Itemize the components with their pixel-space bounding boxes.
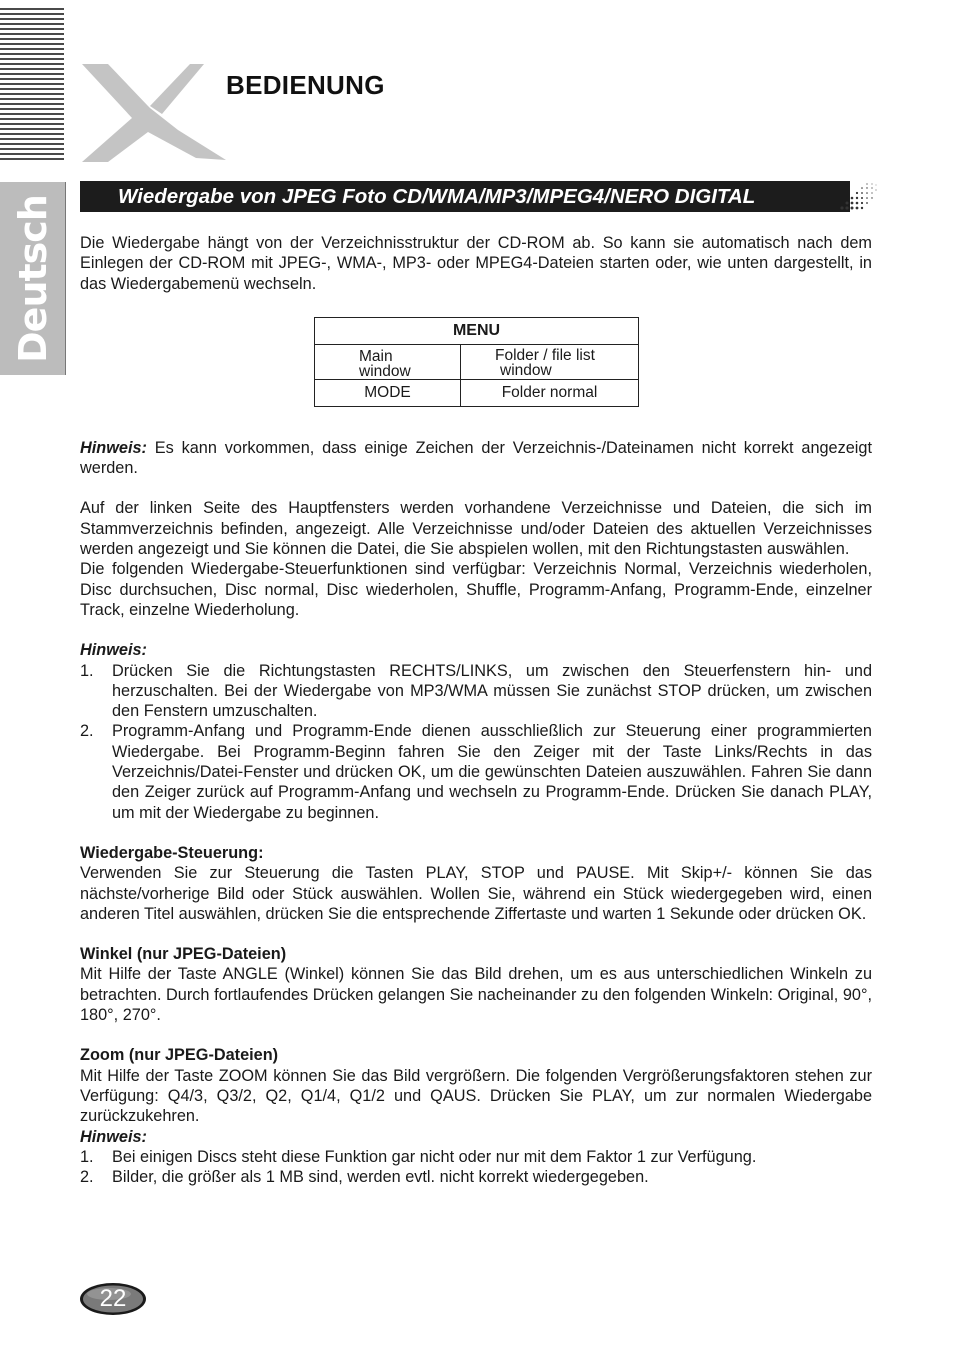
left-side-paragraph: Auf der linken Seite des Hauptfensters werden vorhandene Verzeichnisse und Dateien, die sich im Stammverzeichnis befinden, angezeigt. Alle Verzeichnisse und/oder Dateien des aktuellen Verzeichnisses werden angezeigt und Sie können die Datei, die Sie abspielen wollen, mit den Richtungstasten auswählen. xyxy=(80,499,872,559)
menu-folder-normal-cell: Folder normal xyxy=(461,379,639,406)
note-text: Es kann vorkommen, dass einige Zeichen der Verzeichnis-/Dateinamen nicht korrekt angezeigt werden. xyxy=(80,438,872,478)
menu-mode-cell: MODE xyxy=(315,379,461,406)
list-item: 1. Bei einigen Discs steht diese Funktion gar nicht oder nur mit dem Faktor 1 zur Verfügung. xyxy=(80,1147,757,1166)
note-paragraph xyxy=(80,438,872,479)
menu-table-header: MENU xyxy=(315,317,639,344)
list-item: 1. Drücken Sie die Richtungstasten RECHTS/LINKS, um zwischen den Steuerfenstern hin- und herzuschalten. Bei der Wiedergabe von MP3/WMA müssen Sie zunächst STOP drücken, um zwischen den Fenstern umzuschalten. xyxy=(80,661,872,721)
banner-dot-pattern xyxy=(838,181,880,212)
angle-text: Mit Hilfe der Taste ANGLE (Winkel) können Sie das Bild drehen, um es aus unterschiedlichen Winkeln zu betrachten. Durch fortlaufendes Drücken gelangen Sie nacheinander zu den folgenden Winkeln: Original, 90°, 180°, 270°. xyxy=(80,965,872,1025)
playback-control-text: Verwenden Sie zur Steuerung die Tasten PLAY, STOP und PAUSE. Mit Skip+/- können Sie das nächste/vorherige Bild oder Stück auswählen. Wollen Sie, während ein Stück wiedergegeben wird, einen anderen Titel auswählen, drücken Sie die entsprechende Ziffertaste und warten 1 Sekunde oder drücken OK. xyxy=(80,864,872,923)
note2-list xyxy=(80,661,872,823)
functions-paragraph: Die folgenden Wiedergabe-Steuerfunktionen sind verfügbar: Verzeichnis Normal, Verzeichnis wiederholen, Disc durchsuchen, Disc normal, Disc wiederholen, Shuffle, Programm-Anfang, Programm-Ende, einzelner Track, einzelne Wiederholung. xyxy=(80,560,872,619)
brand-x-logo xyxy=(78,60,228,162)
menu-table xyxy=(314,317,639,407)
zoom-note-list xyxy=(80,1147,872,1188)
intro-paragraph: Die Wiedergabe hängt von der Verzeichnisstruktur der CD-ROM ab. So kann sie automatisch nach dem Einlegen der CD-ROM mit JPEG-, WMA-, MP3- oder MPEG4-Dateien starten oder, wie unten dargestellt, in das Wiedergabemenü wechseln. xyxy=(80,234,872,293)
zoom-heading: Zoom (nur JPEG-Dateien) xyxy=(80,1046,279,1065)
note2-label: Hinweis: xyxy=(80,641,147,660)
note-label: Hinweis: xyxy=(80,438,147,457)
main-content xyxy=(80,233,872,1187)
zoom-note-label: Hinweis: xyxy=(80,1127,147,1146)
zoom-text: Mit Hilfe der Taste ZOOM können Sie das Bild vergrößern. Die folgenden Vergrößerungsfaktoren stehen zur Verfügung: Q4/3, Q3/2, Q2, Q1/4, Q1/2 und QAUS. Drücken Sie PLAY, um zur normalen Wiedergabe zurückzukehren. xyxy=(80,1066,872,1126)
page-number: 22 xyxy=(99,1285,127,1312)
angle-heading: Winkel (nur JPEG-Dateien) xyxy=(80,945,287,964)
list-item: 2. Bilder, die größer als 1 MB sind, werden evtl. nicht korrekt wiedergegeben. xyxy=(80,1168,649,1187)
menu-folder-list-cell: Folder / file list window xyxy=(461,344,639,379)
language-side-tab xyxy=(0,182,66,375)
language-label: Deutsch xyxy=(10,194,55,363)
list-item: 2. Programm-Anfang und Programm-Ende dienen ausschließlich zur Steuerung einer programmierten Wiedergabe. Bei Programm-Beginn fahren Sie den Zeiger mit der Taste Links/Rechts in das Verzeichnis/Datei-Fenster und drücken OK, um die gewünschten Dateien auszuwählen. Fahren Sie dann den Zeiger zurück auf Programm-Anfang und wechseln zu Programm-Ende. Drücken Sie danach PLAY, um mit der Wiedergabe zu beginnen. xyxy=(80,722,872,822)
decorative-stripes xyxy=(0,8,64,162)
playback-control-heading: Wiedergabe-Steuerung: xyxy=(80,843,264,862)
menu-main-window-cell: Main window xyxy=(315,344,461,379)
page-title: BEDIENUNG xyxy=(226,70,385,100)
section-banner: Wiedergabe von JPEG Foto CD/WMA/MP3/MPEG4/NERO DIGITAL xyxy=(80,181,850,212)
